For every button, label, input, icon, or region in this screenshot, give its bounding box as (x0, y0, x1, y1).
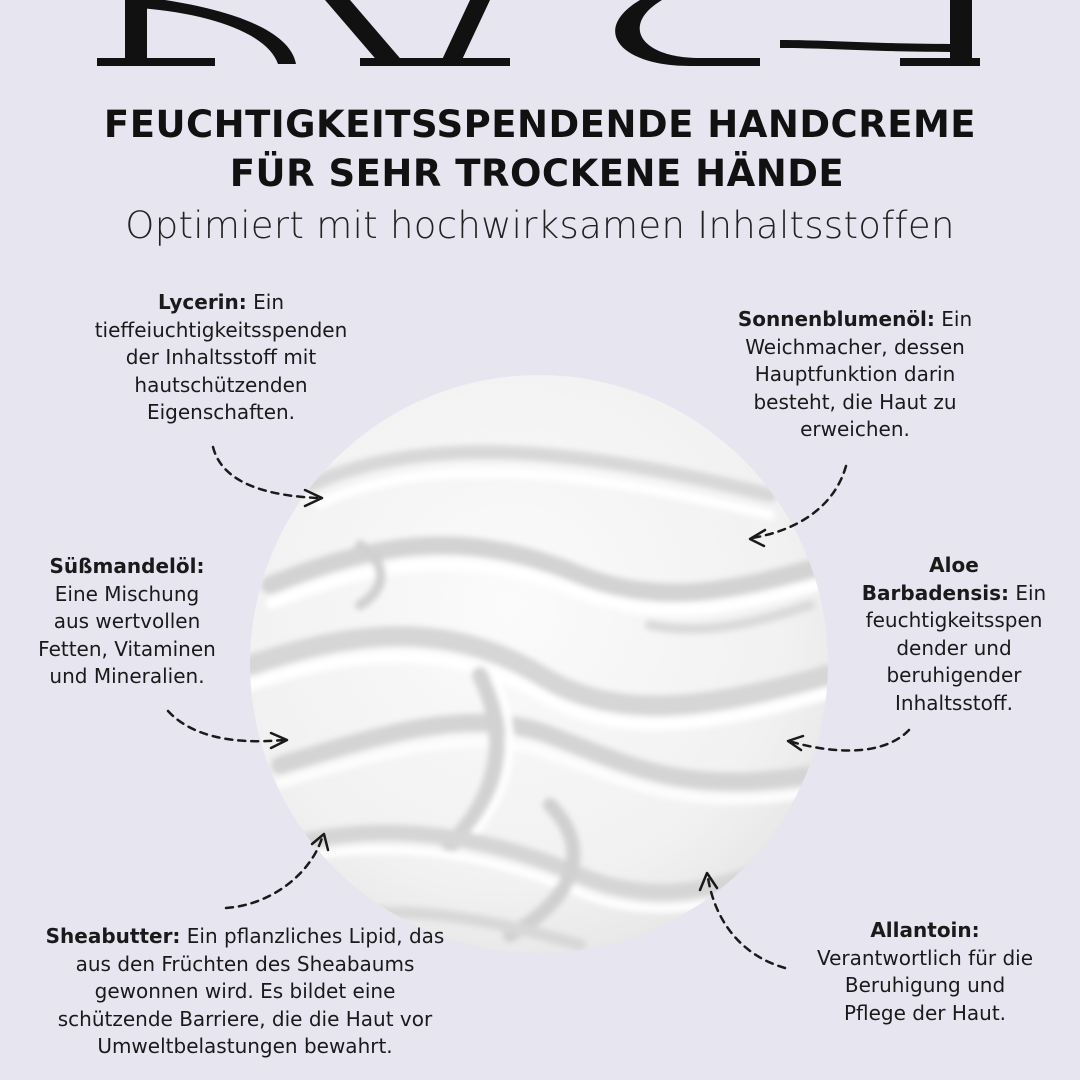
ingredient-text: Eigenschaften. (146, 400, 296, 424)
ingredient-text: aus den Früchten des Sheabaums (75, 951, 415, 976)
ingredient-name: Lycerin: (157, 290, 247, 314)
callout-aloe-barbadensis (840, 552, 1068, 717)
callout-suessmandeloel (14, 553, 240, 691)
ingredient-text: Weichmacher, dessen (745, 334, 965, 359)
ingredient-text: und Mineralien. (49, 664, 205, 688)
cream-texture-image (250, 375, 828, 953)
ingredient-text: dender und (896, 635, 1012, 660)
brand-logo (0, 0, 1080, 80)
ingredient-text: der Inhaltsstoff mit (125, 345, 317, 369)
arrow-allantoin (708, 878, 785, 968)
callout-sonnenblumenoel (712, 306, 998, 444)
headline-line-1: FEUCHTIGKEITSSPENDENDE HANDCREME (103, 103, 977, 146)
ingredient-name: Allantoin: (870, 918, 980, 942)
subheadline: Optimiert mit hochwirksamen Inhaltsstoffen (125, 204, 955, 247)
ingredient-text: Pflege der Haut. (843, 1000, 1007, 1025)
ingredient-text: feuchtigkeitsspen (865, 608, 1043, 632)
callout-lycerin (62, 289, 380, 427)
ingredient-text: Ein (253, 290, 285, 314)
ingredient-text: besteht, die Haut zu (753, 389, 957, 414)
ingredient-text: tieffeiuchtigkeitsspenden (94, 317, 348, 342)
ingredient-text: gewonnen wird. Es bildet eine (94, 979, 396, 1003)
ingredient-name: Barbadensis: (861, 580, 1009, 605)
ingredient-name: Sheabutter: (45, 924, 181, 948)
ingredient-text: Umweltbelastungen bewahrt. (97, 1034, 393, 1058)
ingredient-text: Fetten, Vitaminen (38, 636, 216, 661)
ingredient-name: Süßmandelöl: (49, 554, 205, 578)
ingredient-text: Hauptfunktion darin (754, 362, 956, 386)
headline-line-2: FÜR SEHR TROCKENE HÄNDE (229, 152, 845, 195)
callout-allantoin (790, 917, 1060, 1027)
callout-sheabutter (10, 923, 480, 1061)
ingredient-text: Verantwortlich für die (816, 945, 1034, 970)
arrow-sheabutter (226, 838, 322, 908)
ingredient-text: schützende Barriere, die die Haut vor (57, 1006, 433, 1031)
ingredient-text: Ein pflanzliches Lipid, das (186, 924, 445, 948)
ingredient-text: beruhigender (886, 663, 1022, 687)
ingredient-text: Eine Mischung (54, 581, 200, 606)
ingredient-text: Inhaltsstoff. (895, 690, 1013, 715)
ingredient-name: Sonnenblumenöl: (737, 307, 935, 331)
ingredient-text: Ein (1015, 580, 1047, 605)
ingredient-name: Aloe (929, 553, 979, 577)
arrow-lycerin (213, 447, 318, 498)
ingredient-text: hautschützenden (134, 372, 308, 397)
ingredient-text: Beruhigung und (844, 973, 1006, 997)
ingredient-text: Ein (941, 307, 973, 331)
ingredient-text: erweichen. (800, 417, 910, 441)
ingredient-text: aus wertvollen (53, 609, 201, 633)
